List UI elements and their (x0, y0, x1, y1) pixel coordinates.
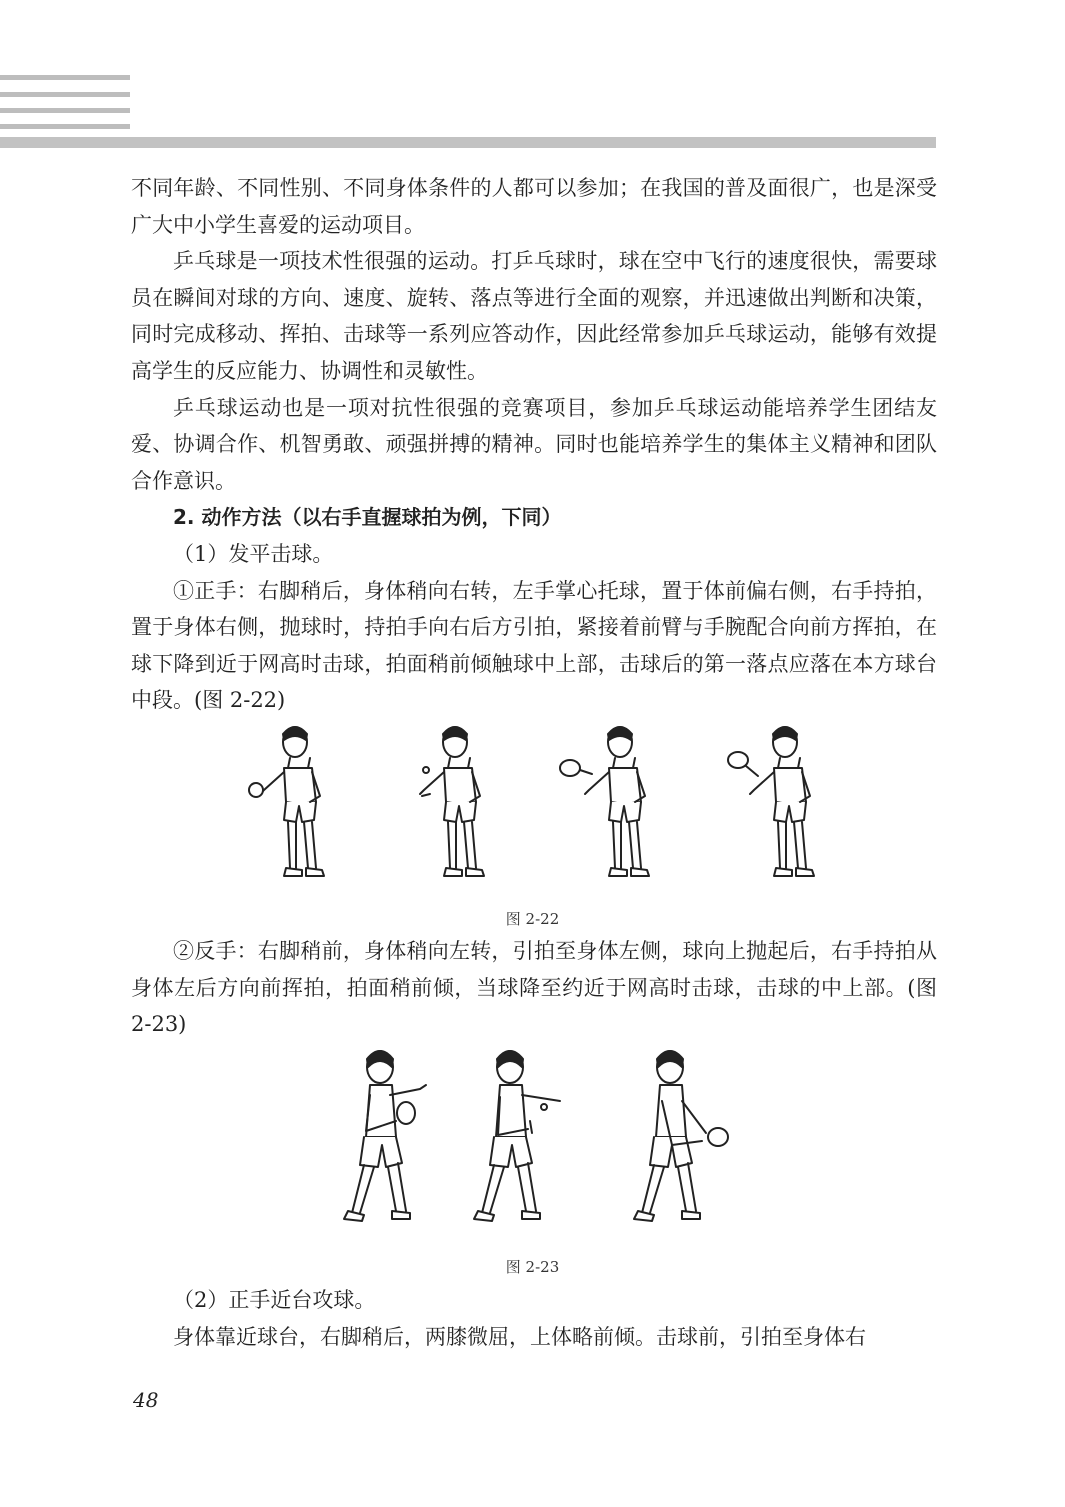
player-pose-1 (344, 1051, 426, 1221)
header-stripe (0, 108, 130, 113)
header-stripe (0, 124, 130, 129)
subsection-title: （1）发平击球。 (173, 541, 334, 566)
header-bar (0, 137, 936, 148)
page-body-3 (131, 1282, 937, 1355)
paragraph: 乒乓球运动也是一项对抗性很强的竞赛项目，参加乒乓球运动能培养学生团结友爱、协调合作、机智勇敢、顽强拼搏的精神。同时也能培养学生的集体主义精神和团队合作意识。 (131, 395, 937, 493)
figure-caption: 图 2-22 (505, 910, 560, 928)
header-stripe (0, 75, 130, 80)
page-number: 48 (133, 1388, 159, 1412)
paragraph: 不同年龄、不同性别、不同身体条件的人都可以参加；在我国的普及面很广，也是深受广大中小学生喜爱的运动项目。 (131, 176, 937, 237)
figure-2-22-illustration (240, 720, 840, 890)
player-pose-3 (560, 727, 649, 876)
page-body-2 (131, 933, 937, 1043)
paragraph: 乒乓球是一项技术性很强的运动。打乒乓球时，球在空中飞行的速度很快，需要球员在瞬间对球的方向、速度、旋转、落点等进行全面的观察，并迅速做出判断和决策，同时完成移动、挥拍、击球等一系列应答动作，因此经常参加乒乓球运动，能够有效提高学生的反应能力、协调性和灵敏性。 (131, 249, 937, 383)
player-pose-2 (420, 727, 484, 876)
player-pose-1 (249, 727, 324, 876)
section-heading: 2. 动作方法（以右手直握球拍为例，下同） (173, 505, 562, 530)
player-pose-2 (474, 1051, 560, 1221)
subsection-title: （2）正手近台攻球。 (173, 1288, 376, 1312)
page-body (131, 170, 937, 719)
paragraph: 身体靠近球台，右脚稍后，两膝微屈，上体略前倾。击球前，引拍至身体右 (173, 1324, 866, 1349)
player-pose-4 (728, 727, 814, 876)
figure-2-23-illustration (330, 1045, 730, 1230)
paragraph-backhand: ②反手：右脚稍前，身体稍向左转，引拍至身体左侧，球向上抛起后，右手持拍从身体左后方向前挥拍，拍面稍前倾，当球降至约近于网高时击球，击球的中上部。(图 2-23) (131, 939, 937, 1037)
header-stripe (0, 92, 130, 97)
paragraph-forehand: ①正手：右脚稍后，身体稍向右转，左手掌心托球，置于体前偏右侧，右手持拍，置于身体右侧，抛球时，持拍手向右后方引拍，紧接着前臂与手腕配合向前方挥拍，在球下降到近于网高时击球，拍面稍前倾触球中上部，击球后的第一落点应落在本方球台中段。(图 2-22) (131, 578, 937, 713)
player-pose-3 (634, 1051, 728, 1221)
figure-caption: 图 2-23 (505, 1258, 560, 1276)
